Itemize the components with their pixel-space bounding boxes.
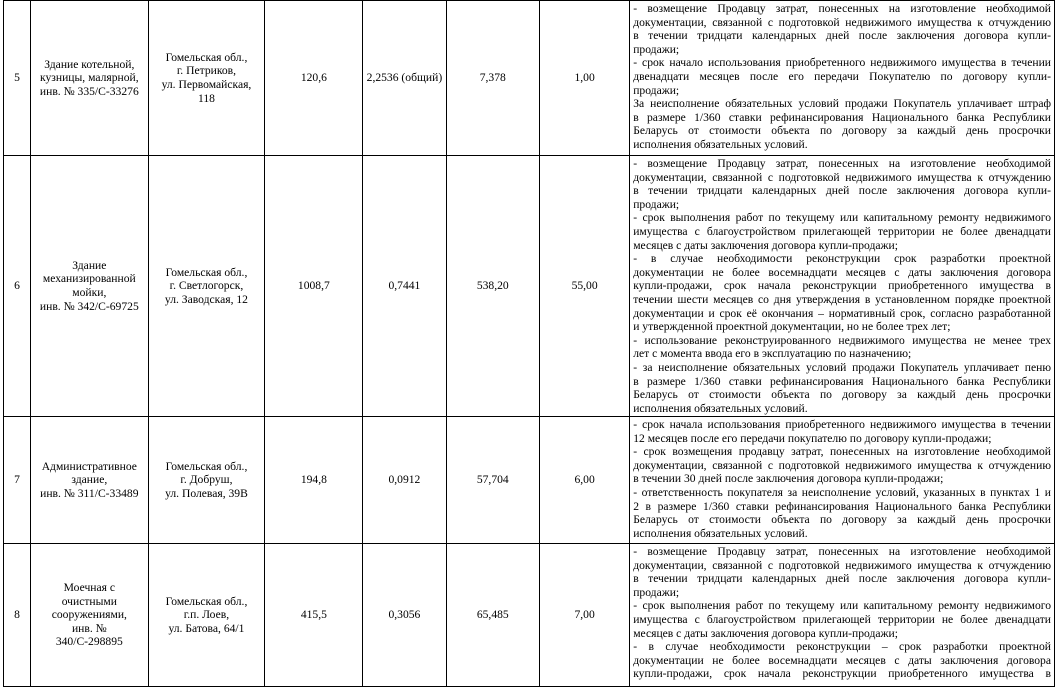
condition-line: документации и срок её окончания – нормативный срок, согласно разработанной <box>633 306 1051 320</box>
condition-line: Беларусь от стоимости объекта по договору за каждый день просрочки <box>633 513 1051 527</box>
condition-line: - использование реконструированного недвижимого имущества не менее трех <box>633 333 1051 347</box>
price-cell <box>446 544 540 687</box>
table-row <box>4 156 1055 417</box>
lots-table <box>3 0 1055 687</box>
lot-number-cell <box>4 156 31 417</box>
condition-line: документации, связанной с подготовкой недвижимого имущества к отчуждению <box>633 15 1051 29</box>
condition-line: в течении тридцати календарных дней после заключения договора купли- <box>633 184 1051 198</box>
object-name-line: Моечная с <box>63 581 116 595</box>
area-cell <box>265 156 363 417</box>
object-name-line: сооружениями, <box>51 608 127 622</box>
condition-line: - за неисполнение обязательных условий продажи Покупатель уплачивает пеню <box>633 360 1051 374</box>
deposit-cell <box>540 417 630 544</box>
condition-line: документации, связанной с подготовкой недвижимого имущества к отчуждению <box>633 558 1051 572</box>
condition-line: имущества с благоустройством прилегающей территории не более двенадцати <box>633 612 1051 626</box>
condition-line: - в случае необходимости реконструкции срок разработки проектной <box>633 252 1051 266</box>
condition-line: - срок выполнения работ по текущему или капитальному ремонту недвижимого <box>633 211 1051 225</box>
address-line: 118 <box>197 91 215 105</box>
price-cell-text: 57,704 <box>476 473 509 487</box>
condition-line: продажи; <box>633 42 680 56</box>
land-area-cell <box>363 544 446 687</box>
address-line: ул. Заводская, 12 <box>164 292 248 306</box>
area-cell <box>265 417 363 544</box>
object-name-line: очистными <box>61 594 117 608</box>
condition-line: документации, связанной с подготовкой недвижимого имущества к отчуждению <box>633 170 1051 184</box>
table-row <box>4 544 1055 687</box>
price-cell-text: 65,485 <box>476 608 509 622</box>
address-line: г. Добруш, <box>180 473 233 487</box>
price-cell-text: 538,20 <box>476 279 509 293</box>
object-name-cell <box>31 417 148 544</box>
land-area-cell-text: 2,2536 (общий) <box>366 71 443 85</box>
price-cell-text: 7,378 <box>479 71 506 85</box>
condition-line: в течении тридцати календарных дней после заключения договора купли- <box>633 29 1051 43</box>
condition-line: в течении тридцати календарных дней после заключения договора купли- <box>633 572 1051 586</box>
condition-line: Беларусь от стоимости объекта по договору за каждый день просрочки <box>633 124 1051 138</box>
condition-line: исполнения обязательных условий. <box>633 526 808 540</box>
object-name-line: инв. № 335/С-33276 <box>39 84 139 98</box>
object-name-line: Административное <box>41 459 137 473</box>
condition-line: 12 месяцев после его передачи покупателю по договору купли-продажи; <box>633 431 992 445</box>
address-cell <box>148 544 265 687</box>
deposit-cell-text: 55,00 <box>571 279 598 293</box>
lot-number-cell <box>4 1 31 156</box>
address-line: ул. Полевая, 39В <box>165 486 248 500</box>
condition-line: документации, связанной с подготовкой недвижимого имущества к отчуждению <box>633 458 1051 472</box>
land-area-cell <box>363 417 446 544</box>
area-cell-text: 1008,7 <box>297 279 330 293</box>
table-row <box>4 1 1055 156</box>
address-line: ул. Первомайская, <box>161 78 252 91</box>
deposit-cell-text: 6,00 <box>574 473 595 487</box>
table-body <box>4 1 1055 687</box>
land-area-cell-text: 0,0912 <box>388 473 421 487</box>
deposit-cell <box>540 156 630 417</box>
object-name-line: Здание котельной, <box>44 57 135 71</box>
lot-number-cell <box>4 417 31 544</box>
condition-line: 2 в размере 1/360 ставки рефинансирования Национального банка Республики <box>633 499 1051 513</box>
condition-line: - возмещение Продавцу затрат, понесенных на изготовление необходимой <box>633 545 1051 558</box>
area-cell <box>265 544 363 687</box>
conditions-cell <box>630 156 1055 417</box>
lot-number-cell <box>4 544 31 687</box>
condition-line: - срок начало использования приобретенного недвижимого имущества в течении <box>633 56 1051 70</box>
object-name-line: кузницы, малярной, <box>40 71 139 85</box>
deposit-cell <box>540 1 630 156</box>
address-line: Гомельская обл., <box>165 50 248 64</box>
conditions-cell <box>630 1 1055 156</box>
condition-line: документации не более восемнадцати месяцев с даты заключения договора <box>633 653 1051 667</box>
condition-line: имущества с благоустройством прилегающей территории не более двенадцати <box>633 224 1051 238</box>
object-name-line: здание, <box>71 473 108 487</box>
price-cell <box>446 417 540 544</box>
condition-line: исполнения обязательных условий. <box>633 401 808 415</box>
object-name-line: инв. № <box>71 621 107 635</box>
object-name-line: механизированной <box>42 272 136 286</box>
address-cell <box>148 156 265 417</box>
object-name-cell <box>31 1 148 156</box>
land-area-cell-text: 0,7441 <box>388 279 421 293</box>
object-name-line: 340/С-298895 <box>55 635 123 649</box>
condition-line: купли-продажи, срок начала реконструкции приобретенного имущества в <box>633 279 1051 293</box>
land-area-cell <box>363 1 446 156</box>
deposit-cell <box>540 544 630 687</box>
lot-number-cell-text: 8 <box>14 608 20 622</box>
address-line: г.п. Лоев, <box>183 608 230 622</box>
condition-line: - ответственность покупателя за неисполнение условий, указанных в пунктах 1 и <box>633 485 1051 499</box>
land-area-cell-text: 0,3056 <box>388 608 421 622</box>
condition-line: месяцев с даты заключения договора купли-продажи; <box>633 238 898 252</box>
condition-line: - срок выполнения работ по текущему или капитальному ремонту недвижимого <box>633 599 1051 613</box>
area-cell <box>265 1 363 156</box>
address-cell <box>148 1 265 156</box>
condition-line: - возмещение Продавцу затрат, понесенных на изготовление необходимой <box>633 2 1051 15</box>
address-line: г. Петриков, <box>176 64 237 78</box>
condition-line: Беларусь от стоимости объекта по договору за каждый день просрочки <box>633 388 1051 402</box>
conditions-cell <box>630 544 1055 687</box>
condition-line: продажи; <box>633 83 680 97</box>
price-cell <box>446 156 540 417</box>
area-cell-text: 120,6 <box>300 71 327 85</box>
condition-line: течении шести месяцев со дня утверждения в установленном порядке проектной <box>633 292 1051 306</box>
address-line: ул. Батова, 64/1 <box>168 621 245 635</box>
table-row <box>4 417 1055 544</box>
condition-line: продажи; <box>633 197 680 211</box>
condition-line: в размере 1/360 ставки рефинансирования Национального банка Республики <box>633 374 1051 388</box>
condition-line: - срок возмещения продавцу затрат, понесенных на изготовление необходимой <box>633 445 1051 459</box>
condition-line: лет с момента ввода его в эксплуатацию по назначению; <box>633 347 912 361</box>
condition-line: - в случае необходимости реконструкции – срок разработки проектной <box>633 640 1051 654</box>
address-line: Гомельская обл., <box>165 265 248 279</box>
object-name-cell <box>31 544 148 687</box>
area-cell-text: 194,8 <box>300 473 327 487</box>
land-area-cell <box>363 156 446 417</box>
condition-line: купли-продажи, срок начала реконструкции приобретенного имущества в <box>633 667 1051 681</box>
condition-line: За неисполнение обязательных условий продажи Покупатель уплачивает штраф <box>633 97 1051 111</box>
price-cell <box>446 1 540 156</box>
address-line: Гомельская обл., <box>165 594 248 608</box>
condition-line: месяцев с даты заключения договора купли-продажи; <box>633 626 898 640</box>
lot-number-cell-text: 5 <box>14 71 20 85</box>
lot-number-cell-text: 6 <box>14 279 20 293</box>
address-line: г. Светлогорск, <box>169 279 244 293</box>
condition-line: двенадцати месяцев после его передачи Покупателю по договору купли- <box>633 69 1051 83</box>
deposit-cell-text: 1,00 <box>574 71 595 85</box>
object-name-line: Здание <box>72 258 107 272</box>
lot-number-cell-text: 7 <box>14 473 20 487</box>
conditions-cell <box>630 417 1055 544</box>
condition-line: - срок начала использования приобретенного недвижимого имущества в течении <box>633 418 1051 431</box>
condition-line: документации не более восемнадцати месяцев с даты заключения договора <box>633 265 1051 279</box>
condition-line: и утвержденной проектной документации, но не более трех лет; <box>633 320 951 334</box>
object-name-cell <box>31 156 148 417</box>
object-name-line: мойки, <box>72 286 107 299</box>
condition-line: в течении 30 дней после заключения договора купли-продажи; <box>633 472 944 486</box>
condition-line: в размере 1/360 ставки рефинансирования Национального банка Республики <box>633 110 1051 124</box>
condition-line: исполнения обязательных условий. <box>633 137 808 151</box>
object-name-line: инв. № 342/С-69725 <box>39 299 139 313</box>
address-line: Гомельская обл., <box>165 459 248 473</box>
deposit-cell-text: 7,00 <box>574 608 595 622</box>
area-cell-text: 415,5 <box>300 608 327 622</box>
address-cell <box>148 417 265 544</box>
condition-line: продажи; <box>633 585 680 599</box>
object-name-line: инв. № 311/С-33489 <box>40 486 139 500</box>
condition-line: - возмещение Продавцу затрат, понесенных на изготовление необходимой <box>633 157 1051 170</box>
